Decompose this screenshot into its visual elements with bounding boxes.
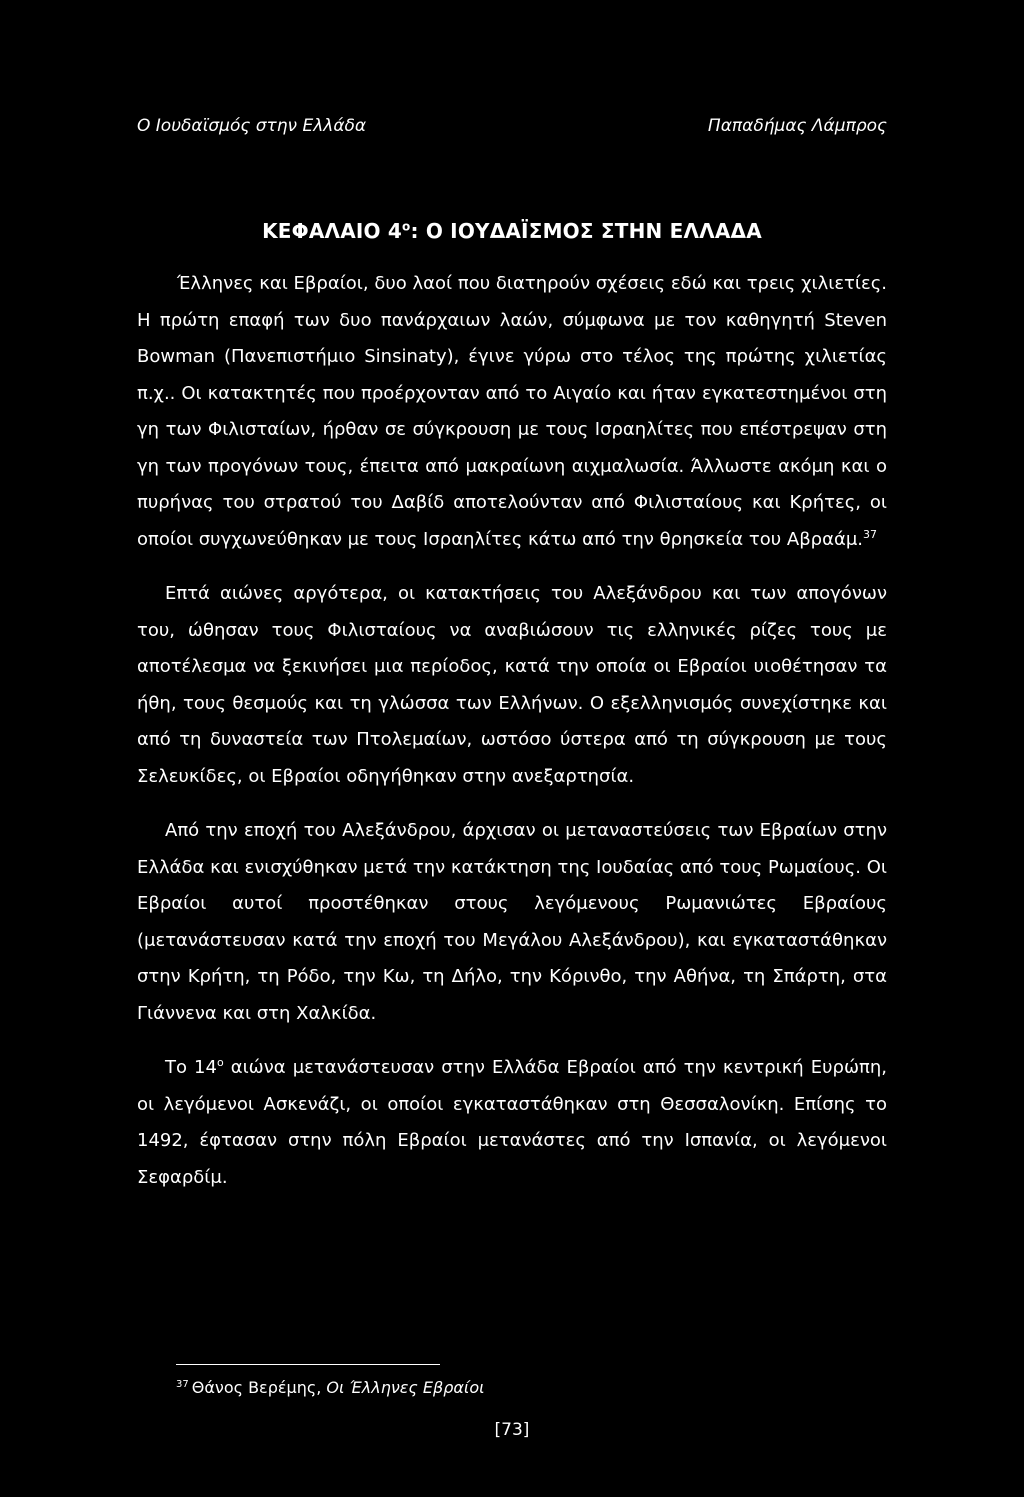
- paragraph-2-text: Επτά αιώνες αργότερα, οι κατακτήσεις του Αλεξάνδρου και των απογόνων του, ώθησαν τους Φιλισταίους να αναβιώσουν τις ελληνικές ρίζες τους με αποτέλεσμα να ξεκινήσει μια περίοδος, κατά την οποία οι Εβραίοι υιοθέτησαν τα ήθη, τους θεσμούς και τη γλώσσα των Ελλήνων. Ο εξελληνισμός συνεχίστηκε και από τη δυναστεία των Πτολεμαίων, ωστόσο ύστερα από τη σύγκρουση με τους Σελευκίδες, οι Εβραίοι οδηγήθηκαν στην ανεξαρτησία.: [137, 583, 887, 787]
- paragraph-1: [137, 266, 887, 558]
- paragraph-1-text: Έλληνες και Εβραίοι, δυο λαοί που διατηρούν σχέσεις εδώ και τρεις χιλιετίες. Η πρώτη επαφή των δυο πανάρχαιων λαών, σύμφωνα με τον καθηγητή Steven Bowman (Πανεπιστήμιο Sinsinaty), έγινε γύρω στο τέλος της πρώτης χιλιετίας π.χ.. Οι κατακτητές που προέρχονταν από το Αιγαίο και ήταν εγκατεστημένοι στη γη των Φιλισταίων, ήρθαν σε σύγκρουση με τους Ισραηλίτες που επέστρεψαν στη γη των προγόνων τους, έπειτα από μακραίωνη αιχμαλωσία. Άλλωστε ακόμη και ο πυρήνας του στρατού του Δαβίδ αποτελούνταν από Φιλισταίους και Κρήτες, οι οποίοι συγχωνεύθηκαν με τους Ισραηλίτες κάτω από την θρησκεία του Αβραάμ.: [137, 273, 887, 550]
- paragraph-3-text: Από την εποχή του Αλεξάνδρου, άρχισαν οι μεταναστεύσεις των Εβραίων στην Ελλάδα και ενισχύθηκαν μετά την κατάκτηση της Ιουδαίας από τους Ρωμαίους. Οι Εβραίοι αυτοί προστέθηκαν στους λεγόμενους Ρωμανιώτες Εβραίους (μετανάστευσαν κατά την εποχή του Μεγάλου Αλεξάνδρου), και εγκαταστάθηκαν στην Κρήτη, τη Ρόδο, την Κω, τη Δήλο, την Κόρινθο, την Αθήνα, τη Σπάρτη, στα Γιάννενα και στη Χαλκίδα.: [137, 820, 887, 1024]
- page-number: [73]: [494, 1420, 530, 1440]
- footnote-author: Θάνος Βερέμης,: [191, 1378, 327, 1397]
- chapter-title-rest: : Ο ΙΟΥΔΑΪΣΜΟΣ ΣΤΗΝ ΕΛΛΑΔΑ: [410, 219, 762, 243]
- footnote-title: Οι Έλληνες Εβραίοι: [326, 1378, 485, 1397]
- footnote-divider: [176, 1364, 440, 1365]
- paragraph-3: [137, 813, 887, 1032]
- paragraph-4-sup: ο: [216, 1056, 224, 1069]
- chapter-title-prefix: ΚΕΦΑΛΑΙΟ 4: [262, 219, 402, 243]
- chapter-title: [0, 219, 1024, 243]
- footnote: [176, 1378, 485, 1397]
- footnote-ref: 37: [863, 527, 878, 541]
- header-author: Παπαδήμας Λάμπρος: [707, 116, 887, 136]
- paragraph-4: [137, 1050, 887, 1196]
- header-book-title: Ο Ιουδαϊσμός στην Ελλάδα: [137, 116, 367, 136]
- paragraph-4-text-a: Το 14: [165, 1057, 217, 1078]
- paragraph-4-text-b: αιώνα μετανάστευσαν στην Ελλάδα Εβραίοι από την κεντρική Ευρώπη, οι λεγόμενοι Ασκενάζι, οι οποίοι εγκαταστάθηκαν στη Θεσσαλονίκη. Επίσης το 1492, έφτασαν στην πόλη Εβραίοι μετανάστες από την Ισπανία, οι λεγόμενοι Σεφαρδίμ.: [137, 1057, 887, 1188]
- chapter-title-sup: ο: [402, 219, 411, 234]
- body-text: [137, 266, 887, 1214]
- footnote-number: 37: [176, 1378, 189, 1390]
- running-header: [137, 116, 887, 146]
- paragraph-2: [137, 576, 887, 795]
